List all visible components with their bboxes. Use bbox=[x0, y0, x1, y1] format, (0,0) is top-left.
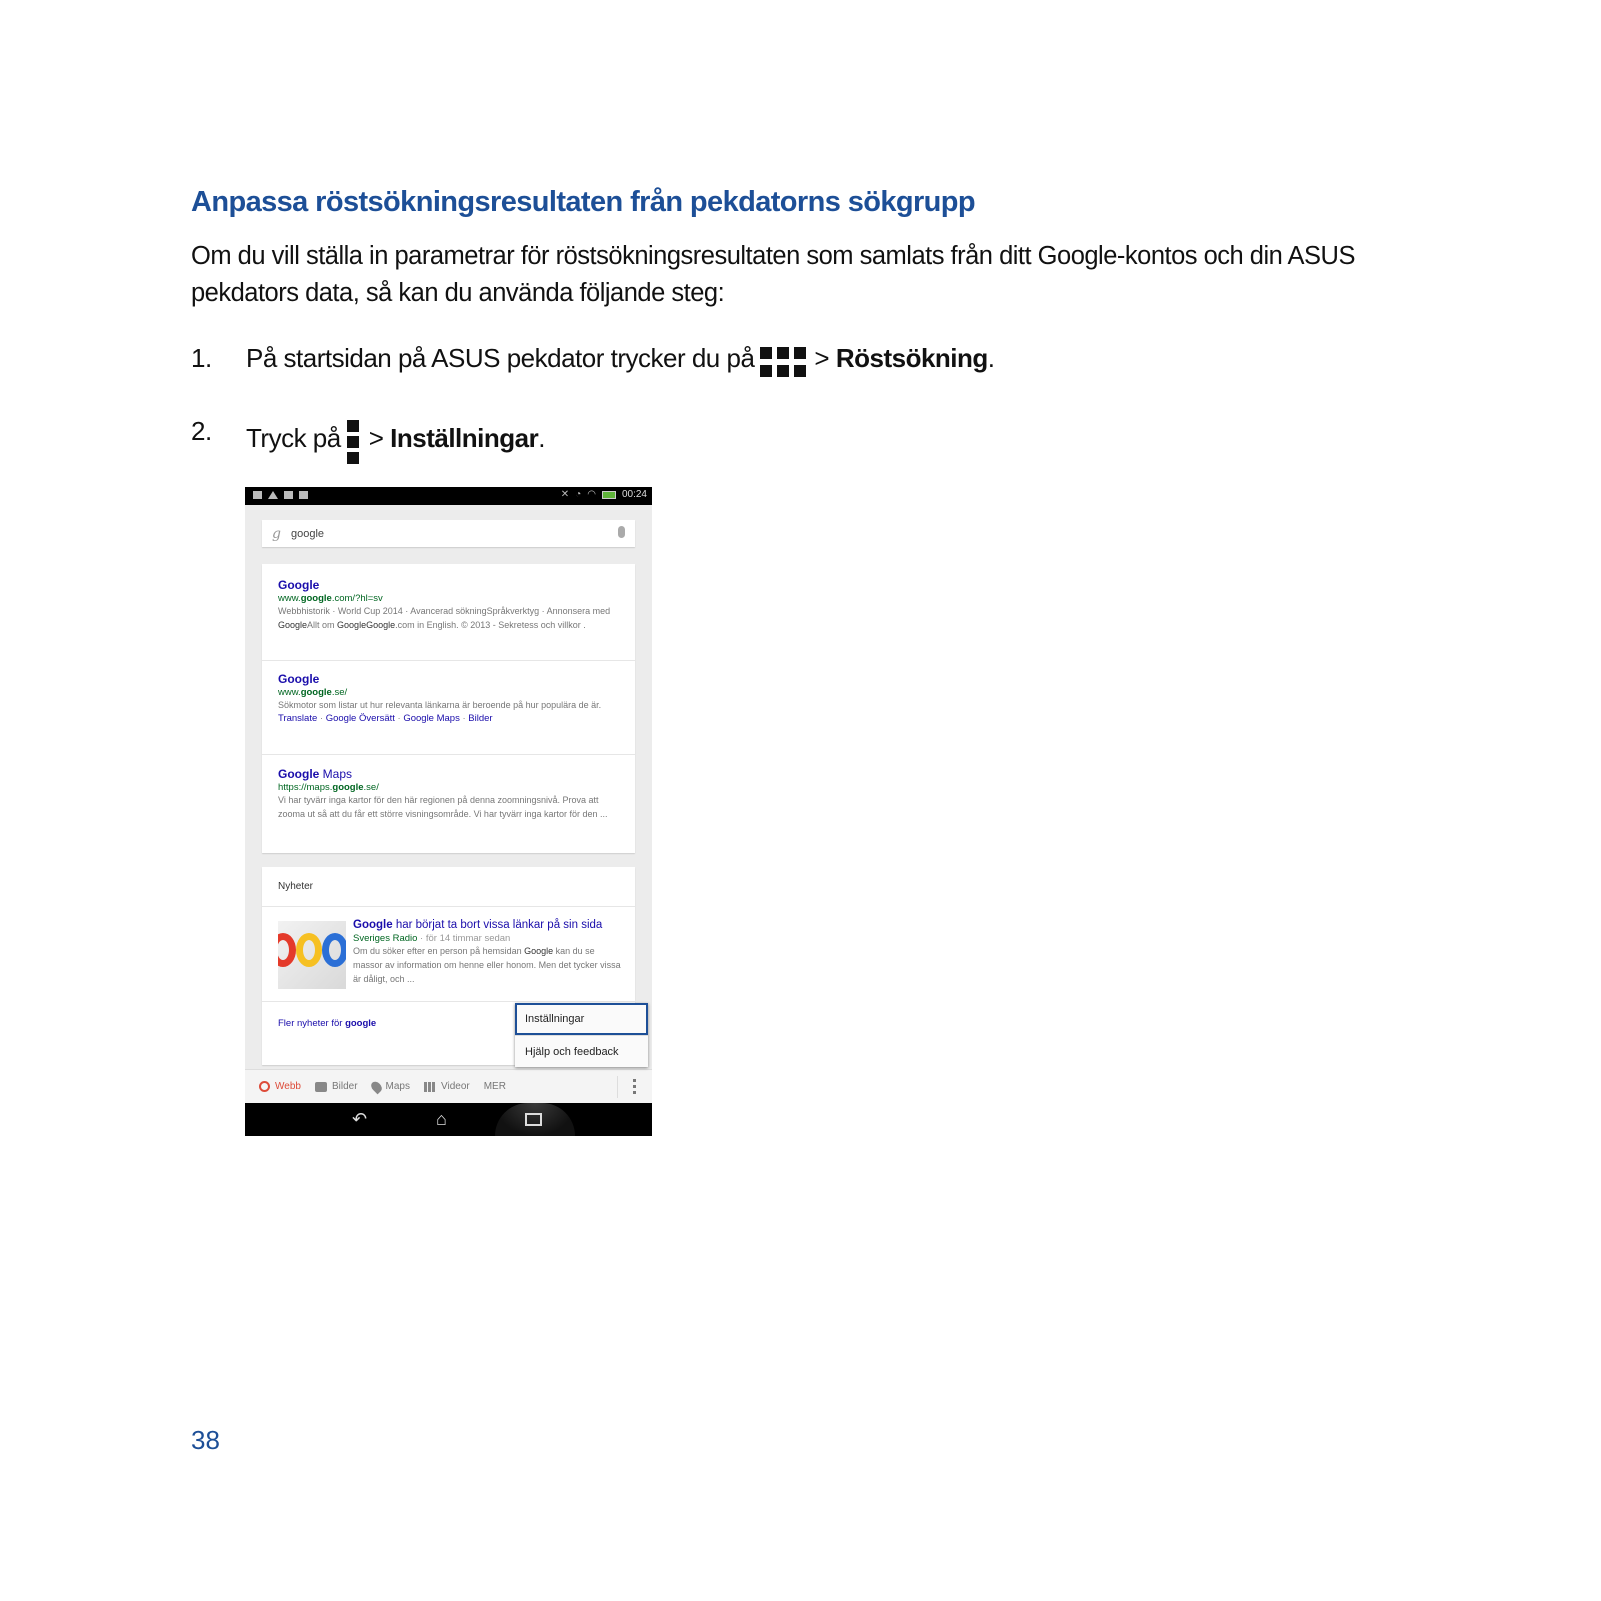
step-number: 1. bbox=[191, 343, 212, 373]
overflow-menu-icon bbox=[347, 420, 359, 464]
step-text: På startsidan på ASUS pekdator trycker du på bbox=[246, 343, 755, 373]
page-heading: Anpassa röstsökningsresultaten från pekdatorns sökgrupp bbox=[191, 186, 976, 218]
video-icon bbox=[424, 1082, 436, 1092]
result-snippet: Sökmotor som listar ut hur relevanta länkarna är beroende på hur populära de är. bbox=[278, 700, 602, 710]
sitelink[interactable]: Translate bbox=[278, 713, 318, 724]
all-apps-grid-icon bbox=[760, 347, 806, 377]
result-url: www.google.com/?hl=sv bbox=[278, 593, 383, 604]
menu-item-installningar[interactable]: Inställningar bbox=[515, 1003, 648, 1035]
home-icon[interactable]: ⌂ bbox=[436, 1109, 447, 1129]
notification-icons bbox=[253, 491, 308, 499]
warning-icon bbox=[268, 491, 278, 499]
camera-icon bbox=[315, 1082, 327, 1092]
step-separator: > bbox=[814, 343, 830, 373]
step-target: Inställningar bbox=[390, 422, 539, 453]
result-sitelinks: Translate · Google Översätt · Google Maps · Bilder bbox=[278, 713, 493, 724]
sitelink[interactable]: Google Maps bbox=[403, 713, 460, 724]
result-title[interactable]: Google Maps bbox=[278, 767, 353, 781]
results-card bbox=[262, 564, 635, 853]
google-g-icon: g bbox=[272, 525, 281, 542]
result-snippet: Webbhistorik · World Cup 2014 · Avancerad sökningSpråkverktyg · Annonsera med GoogleAllt om GoogleGoogle.com in English. © 2013 - Sekretess och villkor . bbox=[278, 606, 611, 630]
status-time: 00:24 bbox=[621, 489, 647, 500]
overflow-popup-menu bbox=[515, 1003, 648, 1067]
map-pin-icon bbox=[369, 1079, 384, 1094]
divider bbox=[262, 754, 635, 755]
step-end: . bbox=[987, 343, 995, 373]
sd-card-icon bbox=[299, 491, 308, 499]
step-text: Tryck på bbox=[246, 422, 341, 453]
news-title[interactable]: Google har börjat ta bort vissa länkar på sin sida bbox=[353, 919, 603, 931]
sitelink[interactable]: Bilder bbox=[468, 713, 493, 724]
more-news-link[interactable]: Fler nyheter för google bbox=[278, 1018, 377, 1029]
step-target: Röstsökning bbox=[835, 343, 988, 373]
status-bar bbox=[245, 487, 652, 505]
back-icon[interactable]: ↶ bbox=[352, 1109, 368, 1129]
search-input[interactable] bbox=[262, 520, 635, 547]
search-result[interactable] bbox=[278, 672, 623, 726]
search-tabs bbox=[245, 1069, 652, 1103]
tab-mer[interactable]: MER bbox=[483, 1081, 506, 1092]
search-query: google bbox=[290, 527, 325, 540]
news-snippet: Om du söker efter en person på hemsidan Google kan du se massor av information om henne eller honom. Men det tycker vissa är dåligt, och ... bbox=[353, 946, 621, 984]
page-number: 38 bbox=[191, 1425, 220, 1455]
battery-icon bbox=[602, 491, 616, 499]
phone-screenshot bbox=[245, 487, 652, 1136]
step-separator: > bbox=[368, 422, 384, 453]
divider bbox=[262, 1001, 635, 1002]
intro-paragraph: Om du vill ställa in parametrar för röstsökningsresultaten som samlats från ditt Google-kontos och din ASUS pekdators data, så kan du använda följande steg: bbox=[191, 242, 1355, 307]
photo-edit-icon bbox=[284, 491, 293, 499]
step-number: 2. bbox=[191, 416, 212, 446]
result-url: www.google.se/ bbox=[278, 687, 348, 698]
tab-videor[interactable]: Videor bbox=[424, 1081, 470, 1092]
news-header: Nyheter bbox=[278, 881, 314, 892]
news-source: Sveriges Radio · för 14 timmar sedan bbox=[353, 933, 511, 944]
tab-webb[interactable]: Webb bbox=[259, 1081, 301, 1092]
mute-icon: ✕ bbox=[560, 489, 570, 500]
alarm-icon: ◔ bbox=[575, 489, 582, 500]
search-result[interactable] bbox=[278, 767, 623, 821]
news-item[interactable] bbox=[353, 918, 623, 986]
search-result[interactable] bbox=[278, 578, 623, 632]
gallery-icon bbox=[253, 491, 262, 499]
search-icon bbox=[259, 1081, 270, 1092]
step-end: . bbox=[538, 422, 545, 453]
result-snippet: Vi har tyvärr inga kartor för den här regionen på denna zoomningsnivå. Prova att zooma ut så att du får ett större visningsområde. Vi har tyvärr inga kartor för den ... bbox=[278, 795, 608, 819]
recent-apps-icon[interactable] bbox=[525, 1113, 542, 1126]
result-title[interactable]: Google bbox=[278, 578, 320, 592]
divider bbox=[262, 660, 635, 661]
overflow-menu-icon[interactable] bbox=[633, 1079, 636, 1094]
sitelink[interactable]: Google Översätt bbox=[325, 713, 395, 724]
system-icons bbox=[561, 489, 647, 500]
wifi-icon: ◠ bbox=[587, 489, 596, 500]
menu-item-hjalp[interactable]: Hjälp och feedback bbox=[515, 1035, 648, 1067]
result-url: https://maps.google.se/ bbox=[278, 782, 379, 793]
navigation-bar bbox=[245, 1103, 652, 1136]
divider bbox=[262, 906, 635, 907]
news-thumbnail[interactable] bbox=[278, 921, 346, 989]
microphone-icon[interactable] bbox=[618, 526, 625, 538]
tab-maps[interactable]: Maps bbox=[372, 1081, 410, 1093]
divider bbox=[617, 1076, 618, 1098]
result-title[interactable]: Google bbox=[278, 672, 320, 686]
tab-bilder[interactable]: Bilder bbox=[315, 1081, 358, 1092]
